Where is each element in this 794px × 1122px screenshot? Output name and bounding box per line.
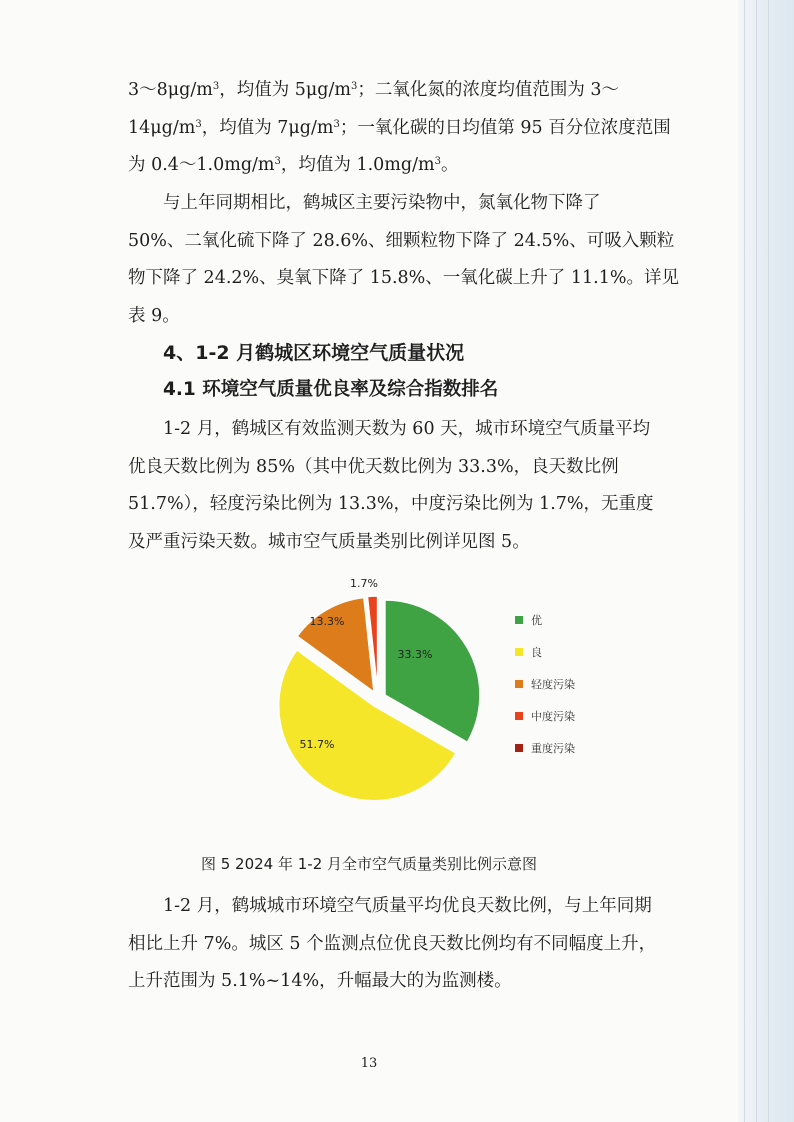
paragraph-concentrations	[128, 72, 688, 185]
text-run: ，均值为 5μg/m	[219, 80, 351, 100]
text-line: 与上年同期相比，鹤城区主要污染物中，氮氧化物下降了	[163, 193, 601, 213]
legend-label: 轻度污染	[531, 678, 575, 691]
figure-caption: 图 5 2024 年 1-2 月全市空气质量类别比例示意图	[200, 855, 538, 873]
text-run: ；二氧化氮的浓度均值范围为 3～	[357, 80, 620, 100]
superscript: 3	[274, 156, 281, 167]
text-line	[128, 110, 688, 148]
edge-line	[756, 0, 757, 1122]
legend-swatch	[515, 680, 523, 688]
legend-label: 中度污染	[531, 710, 575, 723]
legend-label: 优	[531, 614, 542, 627]
text-line: 优良天数比例为 85%（其中优天数比例为 33.3%，良天数比例	[128, 456, 619, 477]
section-heading: 4、1-2 月鹤城区环境空气质量状况	[163, 342, 465, 364]
pie-data-label: 1.7%	[350, 577, 378, 590]
edge-line	[768, 0, 769, 1122]
pie-chart	[250, 576, 620, 802]
text-line: 51.7%），轻度污染比例为 13.3%，中度污染比例为 1.7%，无重度	[128, 494, 654, 514]
legend-swatch	[515, 712, 523, 720]
edge-line	[744, 0, 745, 1122]
text-run: 。	[440, 155, 459, 175]
legend-label: 良	[531, 646, 542, 659]
text-run: 3～8μg/m	[128, 80, 213, 100]
pie-data-label: 51.7%	[299, 738, 335, 751]
text-line: 表 9。	[128, 305, 180, 326]
legend-swatch	[515, 648, 523, 656]
pie-data-label: 33.3%	[397, 648, 433, 661]
legend-swatch	[515, 616, 523, 624]
superscript: 3	[195, 118, 202, 130]
text-line: 上升范围为 5.1%~14%，升幅最大的为监测楼。	[128, 971, 512, 991]
subsection-heading: 4.1 环境空气质量优良率及综合指数排名	[163, 379, 499, 400]
page-edge-shadow	[738, 0, 794, 1122]
text-line: 物下降了 24.2%、臭氧下降了 15.8%、一氧化碳上升了 11.1%。详见	[128, 268, 679, 288]
text-line: 及严重污染天数。城市空气质量类别比例详见图 5。	[128, 531, 530, 552]
text-run: ；一氧化碳的日均值第 95 百分位浓度范围	[339, 117, 671, 138]
text-run: 为 0.4～1.0mg/m	[128, 155, 275, 175]
text-line: 相比上升 7%。城区 5 个监测点位优良天数比例均有不同幅度上升，	[128, 933, 657, 954]
text-line	[128, 72, 688, 110]
legend-label: 重度污染	[531, 742, 575, 755]
superscript: 3	[350, 81, 358, 92]
pie-data-label: 13.3%	[309, 615, 345, 628]
text-line: 1-2 月，鹤城区有效监测天数为 60 天，城市环境空气质量平均	[163, 419, 651, 439]
paragraph-air-quality-ratio	[128, 411, 688, 561]
superscript: 3	[333, 118, 340, 130]
paragraph-yoy-comparison	[128, 185, 688, 335]
superscript: 3	[434, 156, 441, 167]
paragraph-good-days	[128, 888, 688, 1001]
text-run: ，均值为 7μg/m	[201, 117, 334, 138]
text-line: 1-2 月，鹤城城市环境空气质量平均优良天数比例，与上年同期	[163, 896, 652, 916]
text-run: ，均值为 1.0mg/m	[280, 155, 435, 175]
text-line	[128, 147, 688, 185]
page-number: 13	[360, 1056, 378, 1071]
pie-chart-svg	[250, 576, 620, 802]
superscript: 3	[212, 81, 220, 92]
legend-swatch	[515, 744, 523, 752]
text-line: 50%、二氧化硫下降了 28.6%、细颗粒物下降了 24.5%、可吸入颗粒	[128, 230, 675, 251]
text-run: 14μg/m	[128, 117, 196, 138]
